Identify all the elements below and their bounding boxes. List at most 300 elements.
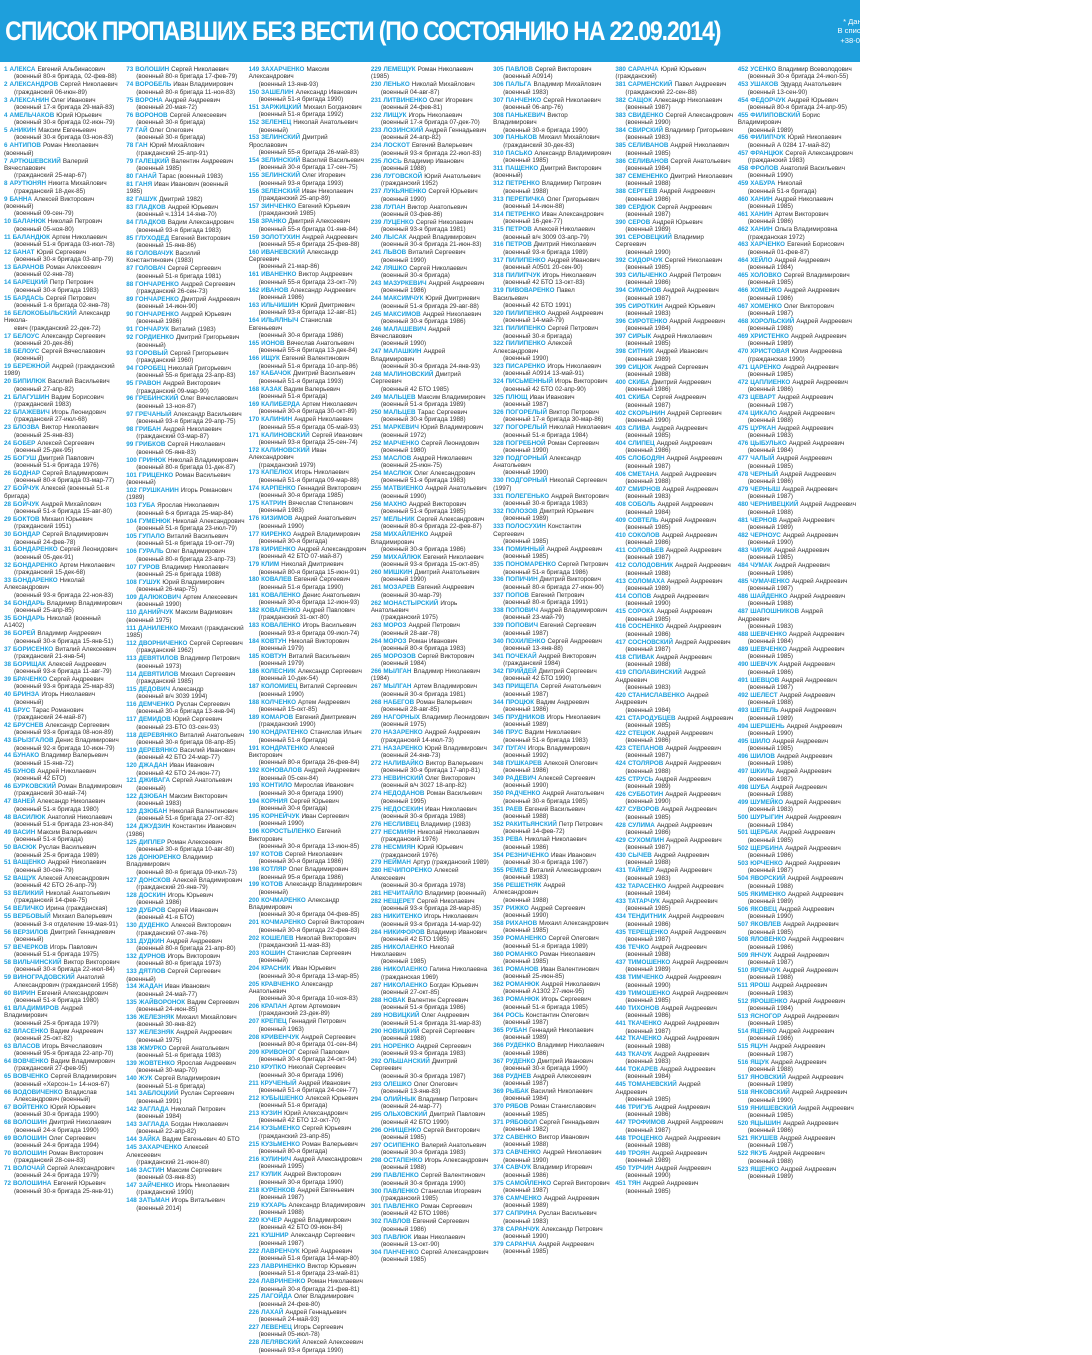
entry-given-names: Андрей Андреевич	[779, 906, 835, 913]
entry-surname: САМЧЕНКО	[506, 1195, 542, 1202]
list-item	[738, 272, 856, 287]
entry-surname: МАЛИНОВСКИЙ	[383, 371, 433, 378]
entry-surname: СПОЛАВИНСКИЙ	[628, 669, 682, 676]
entry-details: (военный 1989)	[738, 340, 856, 347]
entry-number: 107	[126, 564, 137, 571]
entry-given-names: Юрий Владимирович	[421, 424, 483, 431]
entry-details: (военный 1987)	[615, 104, 733, 111]
entry-given-names: Сергей Григорьевич	[170, 350, 229, 357]
list-item	[4, 279, 122, 294]
entry-given-names: Андрей Владимирович	[284, 1217, 351, 1224]
entry-details: (военный 1985)	[615, 1188, 733, 1195]
entry-number: 23	[4, 424, 11, 431]
list-item	[738, 829, 856, 844]
list-item	[493, 806, 611, 821]
entry-given-names: Андрей Андреевич	[796, 318, 852, 325]
list-item	[126, 1014, 244, 1029]
list-item	[126, 380, 244, 395]
entry-details: (военный 1985)	[738, 554, 856, 561]
entry-number: 433	[615, 898, 626, 905]
entry-surname: МАРЧЕНКО	[383, 440, 419, 447]
list-item	[615, 234, 733, 256]
list-item	[249, 745, 367, 767]
entry-surname: ВОЛОЧАЙ	[13, 1165, 45, 1172]
entry-surname: ВЕЛИЧКО	[13, 905, 44, 912]
entry-surname: ШУМЕЙКО	[750, 799, 783, 806]
list-item	[738, 998, 856, 1013]
list-item	[493, 257, 611, 272]
entry-number: 170	[249, 416, 260, 423]
list-item	[126, 181, 244, 196]
entry-surname: ТКАЧЕНКО	[628, 1020, 662, 1027]
entry-details: (гражданский 1975)	[371, 614, 489, 621]
entry-surname: СИЛЬЧЕНКО	[628, 272, 667, 279]
entry-number: 518	[738, 1089, 749, 1096]
entry-details: (гражданский 1960)	[126, 357, 244, 364]
entry-given-names: Юрий Владимирович	[425, 745, 487, 752]
entry-number: 12	[4, 249, 11, 256]
list-item	[493, 211, 611, 226]
entry-surname: ТАТАРЧУК	[628, 898, 660, 905]
list-item	[615, 410, 733, 425]
entry-surname: БРУС	[13, 707, 30, 714]
entry-details: (военный 14-июн-88)	[493, 203, 611, 210]
entry-number: 466	[738, 287, 749, 294]
list-item	[4, 661, 122, 676]
entry-surname: СМЕТАНА	[628, 471, 659, 478]
entry-details: (военный 26-мар-75)	[126, 586, 244, 593]
entry-details: (военный 30-я бригада 1986)	[371, 546, 489, 553]
entry-surname: ДЯТЛОВ	[139, 968, 166, 975]
header-note	[838, 17, 1092, 45]
list-item	[493, 996, 611, 1011]
entry-given-names: Владимир Всеволодович	[778, 66, 852, 73]
entry-number: 154	[249, 157, 260, 164]
entry-given-names: Руслан Сергеевич	[180, 1090, 234, 1097]
entry-surname: КУБЫШЕНКО	[261, 1095, 303, 1102]
entry-given-names: Владимир Григорьевич	[665, 127, 733, 134]
entry-details: (военный 30-я бригада 1985)	[493, 798, 611, 805]
list-item	[249, 699, 367, 714]
entry-given-names: Валентин Сергеевич	[407, 997, 468, 1004]
entry-details: (военный 1990)	[738, 730, 856, 737]
list-item	[738, 1120, 856, 1135]
list-item	[4, 394, 122, 409]
entry-given-names: Тарас Романович	[32, 707, 83, 714]
list-item	[615, 730, 733, 745]
entry-given-names: Владимир Петрович	[418, 1096, 478, 1103]
entry-number: 424	[615, 760, 626, 767]
entry-details: (военный 80-я бригада 26-фев-84)	[249, 759, 367, 766]
list-item	[126, 1060, 244, 1075]
entry-surname: БОНДАР	[13, 531, 40, 538]
entry-number: 491	[738, 677, 749, 684]
entry-details: (военный 1990)	[126, 601, 244, 608]
entry-given-names: Роман Васильевич	[426, 790, 481, 797]
list-item	[126, 1045, 244, 1060]
entry-number: 32	[4, 562, 11, 569]
entry-given-names: Андрей Иванович	[548, 257, 600, 264]
entry-number: 416	[615, 623, 626, 630]
entry-details: (военный 1983)	[738, 990, 856, 997]
entry-given-names: Николай Петрович	[48, 218, 103, 225]
list-item	[738, 112, 856, 134]
entry-given-names: Андрей Андреевич	[785, 799, 841, 806]
list-item	[4, 990, 122, 1005]
entry-given-names: Сергей Сергеевич	[421, 1028, 474, 1035]
entry-details: (военный 30-я бригада 1981)	[371, 691, 489, 698]
entry-number: 520	[738, 1120, 749, 1127]
entry-number: 172	[249, 447, 260, 454]
entry-details: (военный 1979)	[249, 660, 367, 667]
entry-details: (военный 24-фев-81)	[371, 104, 489, 111]
list-item	[615, 333, 733, 348]
entry-number: 233	[371, 127, 382, 134]
entry-details: (военный 1987)	[738, 585, 856, 592]
list-item	[738, 967, 856, 982]
entry-number: 115	[126, 686, 136, 693]
entry-given-names: Андрей Николаевич	[543, 1149, 602, 1156]
entry-number: 139	[126, 1060, 137, 1067]
entry-given-names: Игорь Николаевич	[41, 691, 95, 698]
entry-number: 457	[738, 150, 749, 157]
entry-given-names: Алексей Александрович	[493, 340, 572, 354]
entry-given-names: Алексей Викторович (военный)	[4, 196, 94, 210]
entry-number: 77	[126, 127, 133, 134]
entry-details: (военный А1302 27-июн-95)	[493, 988, 611, 995]
entry-number: 522	[738, 1150, 749, 1157]
entry-number: 431	[615, 867, 626, 874]
entry-given-names: Сергей Николаевич	[60, 81, 118, 88]
list-item	[738, 707, 856, 722]
entry-details: (военный 30-я бригада 1988)	[371, 813, 489, 820]
entry-given-names: Юрий Сергеевич	[173, 716, 223, 723]
entry-details: (военный 1983)	[615, 1058, 733, 1065]
entry-number: 521	[738, 1135, 749, 1142]
entry-details: (военный 1990)	[249, 691, 367, 698]
entry-details: (гражданский 1985)	[126, 678, 244, 685]
entry-surname: ПИСЬМЕННЫЙ	[506, 378, 553, 385]
entry-details: (военный 51-я бригада 1976)	[4, 462, 122, 469]
entry-given-names: Василий Васильевич	[302, 157, 364, 164]
entry-surname: НАЛИВАЙКО	[383, 760, 423, 767]
entry-surname: МИХАЙЛЮК	[383, 554, 421, 561]
entry-given-names: Андрей Юрьевич	[665, 303, 715, 310]
entry-surname: ЯВОРСКИЙ	[750, 875, 785, 882]
entry-surname: ТАРАСЕНКО	[628, 883, 666, 890]
entry-surname: ФРАНЦЮК	[750, 150, 783, 157]
entry-given-names: Сергей Валентинович	[421, 1172, 485, 1179]
entry-surname: ДЖУДЗИН	[139, 823, 171, 830]
list-item	[371, 1111, 489, 1126]
entry-number: 116	[126, 701, 136, 708]
list-item	[249, 188, 367, 203]
entry-surname: ФРОЛОВ	[750, 165, 778, 172]
entry-details: (военный 1987)	[493, 1187, 611, 1194]
entry-number: 18	[4, 348, 11, 355]
list-item	[4, 97, 122, 112]
entry-surname: ЗЕЛЕНСКИЙ	[261, 188, 300, 195]
list-item	[738, 1013, 856, 1028]
entry-number: 326	[493, 409, 504, 416]
entry-given-names: Вячеслав Анатольевич	[287, 340, 355, 347]
list-item	[126, 655, 244, 670]
entry-surname: ВЕРЗИЛОВ	[13, 929, 48, 936]
entry-number: 447	[615, 1119, 626, 1126]
entry-details: (военный 93-я бригада 08-ноя-89)	[4, 729, 122, 736]
entry-surname: ЯРЕМЧУК	[750, 967, 780, 974]
list-item	[4, 913, 122, 928]
entry-number: 7	[4, 158, 8, 165]
entry-details: (военный 1983)	[493, 1218, 611, 1225]
entry-surname: ЯЦЕНКО	[750, 1028, 777, 1035]
entry-number: 462	[738, 226, 749, 233]
list-item	[493, 477, 611, 492]
list-item	[249, 576, 367, 591]
entry-details: (военный 30-я бригада 24-июл-55)	[738, 73, 856, 80]
entry-surname: ЗАХАРЧЕНКО	[261, 66, 304, 73]
entry-surname: МИШКИН	[383, 569, 412, 576]
list-item	[4, 600, 122, 615]
entry-details: (гражданский 1990)	[249, 721, 367, 728]
list-item	[615, 791, 733, 806]
entry-given-names: Игорь Николаевич	[424, 913, 478, 920]
entry-surname: ЛЕВЕНЕЦ	[261, 1324, 292, 1331]
entry-details: (военный 1963)	[249, 1026, 367, 1033]
entry-details: (гражданский 25-мар-67)	[4, 172, 122, 179]
list-item	[615, 898, 733, 913]
entry-surname: КАЛИБЕРДА	[261, 401, 300, 408]
entry-number: 503	[738, 860, 749, 867]
entry-given-names: Николай Дмитриевич	[281, 561, 343, 568]
list-item	[615, 127, 733, 142]
entry-surname: УШАКОВ	[750, 81, 778, 88]
entry-details: (военный 42 БТО 1985)	[371, 936, 489, 943]
entry-surname: ПОЛЕГЕНЬКО	[506, 493, 549, 500]
entry-number: 330	[493, 477, 504, 484]
entry-number: 428	[615, 822, 626, 829]
entry-surname: ДЕРЕВЯНКО	[138, 732, 177, 739]
entry-surname: КУШНИР	[261, 1232, 289, 1239]
entry-details: (военный 1986)	[738, 570, 856, 577]
list-item	[615, 562, 733, 577]
entry-details: (военный 51-я бригада)	[249, 393, 367, 400]
list-item	[615, 654, 733, 669]
entry-surname: ЯЦУН	[750, 1043, 768, 1050]
entry-details: (военный 42 БТО 1990)	[371, 1119, 489, 1126]
list-item	[126, 777, 244, 792]
list-item	[4, 615, 122, 630]
list-item	[249, 1095, 367, 1110]
entry-surname: ГУБА	[139, 502, 155, 509]
entry-surname: ЛУПАН	[383, 204, 405, 211]
list-item	[493, 683, 611, 698]
entry-surname: КАРПЕНКО	[261, 485, 296, 492]
entry-details: (гражданский 1985)	[249, 210, 367, 217]
entry-surname: БОРИСЕНКО	[13, 646, 53, 653]
entry-surname: НИКИТЕНКО	[383, 913, 422, 920]
entry-given-names: Сергей Владимирович	[42, 531, 108, 538]
entry-number: 190	[249, 729, 260, 736]
entry-given-names: Роман Николаевич (военный)	[4, 142, 99, 156]
entry-surname: СУВОРОВ	[628, 806, 659, 813]
entry-details: (военный 51-я бригада 19-окт-79)	[126, 540, 244, 547]
list-item	[249, 828, 367, 850]
entry-number: 347	[493, 745, 504, 752]
list-column	[493, 66, 611, 1355]
entry-given-names: Александр Владимирович	[285, 881, 362, 888]
entry-number: 271	[371, 745, 382, 752]
entry-surname: ВОВЧЕНКО	[13, 1073, 49, 1080]
entry-given-names: Сергей Владимирович	[784, 272, 850, 279]
entry-surname: РУДЕНКО	[506, 1058, 536, 1065]
entry-surname: ОНИЩЕНКО	[383, 1127, 421, 1134]
entry-surname: БОГУШ	[13, 455, 36, 462]
entry-details: (военный 1987)	[615, 752, 733, 759]
entry-surname: СЕРГЕЕВ	[628, 188, 657, 195]
entry-surname: ПЕТРЕНКО	[506, 180, 540, 187]
entry-surname: ЗИНЧЕНКО	[261, 203, 296, 210]
entry-given-names: Михаил Юрьевич	[42, 516, 93, 523]
entry-details: (военный 04-авг-87)	[371, 89, 489, 96]
entry-number: 259	[371, 554, 382, 561]
entry-given-names: Виталий Васильевич	[167, 533, 228, 540]
entry-number: 203	[249, 950, 260, 957]
entry-number: 122	[126, 793, 137, 800]
entry-details: (военный 1987)	[615, 554, 733, 561]
entry-given-names: Олег Владимирович	[294, 1293, 354, 1300]
list-item	[615, 303, 733, 318]
entry-details: (военный 42 БТО 07-май-87)	[249, 553, 367, 560]
entry-details: (военный 93-я бригада 25-сен-74)	[249, 439, 367, 446]
list-item	[126, 1075, 244, 1090]
entry-given-names: Олег Игоревич	[302, 172, 345, 179]
entry-details: (военный 42 БТО 09-июн-84)	[249, 1224, 367, 1231]
entry-surname: КОТОВ	[261, 851, 283, 858]
entry-surname: ГРУШКАНИН	[139, 487, 179, 494]
entry-details: (военный 30-я бригада 1987)	[371, 1073, 489, 1080]
list-item	[126, 823, 244, 838]
entry-number: 415	[615, 608, 626, 615]
entry-details: (военный 30-я бригада 24-янв-93)	[371, 363, 489, 370]
entry-given-names: Андрей Владимирович	[293, 531, 360, 538]
entry-surname: СОСНЕНКО	[628, 623, 664, 630]
entry-given-names: Сергей Алексеевич	[170, 112, 227, 119]
entry-number: 296	[371, 1127, 382, 1134]
list-item	[4, 737, 122, 752]
entry-number: 83	[126, 204, 133, 211]
list-item	[371, 295, 489, 310]
entry-surname: СВИДЕНКО	[628, 112, 664, 119]
entry-number: 136	[126, 1014, 137, 1021]
entry-details: (военный 14-фев-72)	[493, 828, 611, 835]
list-item	[126, 441, 244, 456]
entry-surname: ГЛАДКОВ	[135, 219, 165, 226]
entry-given-names: Тарас (военный 1983)	[159, 173, 223, 180]
entry-given-names: Андрей Андреевич	[652, 1150, 708, 1157]
entry-given-names: Евгений Валерьевич	[412, 142, 473, 149]
list-item	[371, 1142, 489, 1157]
list-item	[126, 81, 244, 96]
list-item	[738, 1135, 856, 1150]
entry-number: 284	[371, 929, 382, 936]
entry-number: 143	[126, 1121, 137, 1128]
entry-given-names: Андрей Николаевич	[163, 426, 222, 433]
entry-details: (военный 30-я бригада 10-авг-80)	[126, 846, 244, 853]
list-item	[4, 348, 122, 363]
entry-given-names: Роман Алексеевич	[46, 264, 101, 271]
entry-number: 175	[249, 500, 260, 507]
entry-surname: КОВАЛЕНКО	[261, 592, 301, 599]
entry-given-names: Игорь Николаевич	[408, 112, 462, 119]
entry-given-names: Андрей Андреевич	[666, 837, 722, 844]
entry-given-names: Андрей Анатольевич	[295, 515, 356, 522]
entry-number: 165	[249, 340, 260, 347]
entry-details: (военный 1989)	[615, 1157, 733, 1164]
entry-given-names: Андрей Андреевич	[778, 425, 834, 432]
entry-given-names: Андрей Иванович	[298, 1080, 350, 1087]
entry-number: 19	[4, 363, 11, 370]
list-item	[493, 226, 611, 241]
entry-surname: ЧУМАК	[750, 562, 772, 569]
list-item	[249, 592, 367, 607]
entry-surname: ПИЛИПЕНКО	[506, 310, 546, 317]
entry-surname: НЕСМИЯН	[383, 829, 415, 836]
entry-details: (военный 1984)	[738, 264, 856, 271]
entry-details: (военный 1985)	[493, 958, 611, 965]
entry-surname: ПЕТРЕНКО	[506, 211, 540, 218]
entry-surname: РЕШЕТНЯК	[506, 882, 542, 889]
entry-details: (военный 1973)	[126, 663, 244, 670]
entry-given-names: Сергей Иванович	[167, 907, 218, 914]
entry-surname: ЗАШЕЛИН	[261, 89, 294, 96]
entry-surname: ГОЛОВАЧУК	[135, 250, 173, 257]
entry-given-names: Андрей Викторович	[551, 493, 609, 500]
entry-number: 366	[493, 1042, 504, 1049]
list-item	[4, 455, 122, 470]
entry-given-names: Иван Сергеевич	[301, 813, 348, 820]
entry-surname: ИЛЬЧИШИН	[261, 302, 298, 309]
list-item	[493, 424, 611, 439]
entry-given-names: Николай	[777, 180, 802, 187]
entry-given-names: Владимир Андреевич	[37, 630, 101, 637]
entry-number: 205	[249, 981, 260, 988]
entry-number: 510	[738, 967, 749, 974]
entry-details: (военный 30-я бригада)	[126, 119, 244, 126]
entry-details: (военный 15-окт-85)	[249, 706, 367, 713]
entry-surname: ЮРЧЕНКО	[750, 860, 783, 867]
entry-given-names: Андрей Андреевич	[789, 631, 845, 638]
entry-number: 254	[371, 470, 382, 477]
entry-given-names: Сергей Викторович	[553, 1180, 609, 1187]
entry-details: (военный 1985)	[493, 538, 611, 545]
entry-given-names: Андрей Андреевич	[666, 623, 722, 630]
entry-surname: БЛОЗВА	[13, 424, 39, 431]
entry-details: (военный 17-я бригада 07-дек-70)	[371, 119, 489, 126]
list-item	[249, 622, 367, 637]
list-item	[249, 401, 367, 416]
list-item	[4, 378, 122, 393]
list-item	[493, 775, 611, 790]
entry-number: 452	[738, 66, 749, 73]
list-item	[493, 241, 611, 256]
entry-details: (военный 30-мар-79)	[371, 592, 489, 599]
entry-given-names: Александр Николаевич	[37, 798, 105, 805]
list-item	[493, 134, 611, 149]
header-banner	[0, 0, 860, 62]
list-item	[249, 1309, 367, 1324]
list-item	[615, 593, 733, 608]
